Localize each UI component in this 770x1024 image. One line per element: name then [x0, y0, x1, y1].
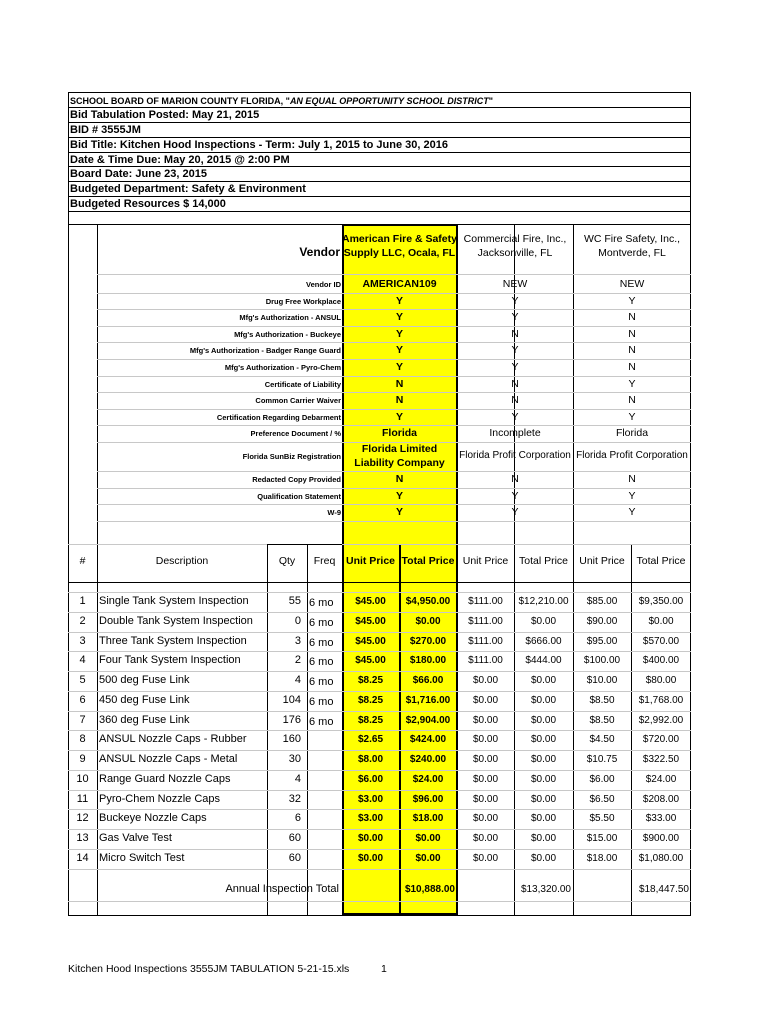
- item-qty: 2: [294, 654, 301, 667]
- item-total-price: $400.00: [642, 655, 680, 667]
- item-unit-price: $5.50: [589, 813, 615, 825]
- item-unit-price: $45.00: [355, 655, 386, 667]
- header-bottom-line: [68, 582, 691, 583]
- item-number: 6: [79, 693, 86, 706]
- criteria-value: N: [628, 311, 636, 324]
- item-description: Pyro-Chem Nozzle Caps: [99, 792, 221, 805]
- due-date: Date & Time Due: May 20, 2015 @ 2:00 PM: [70, 154, 290, 166]
- item-qty: 60: [288, 832, 301, 844]
- item-qty: 30: [288, 753, 301, 765]
- bid-number: BID # 3555JM: [70, 124, 141, 136]
- item-total-price: $80.00: [645, 675, 677, 686]
- item-description: Four Tank System Inspection: [99, 654, 241, 667]
- criteria-value: N: [511, 394, 519, 407]
- sheet-bottom-border: [68, 915, 691, 916]
- grid-line: [68, 612, 691, 613]
- item-total-price: $0.00: [530, 714, 557, 726]
- criteria-value: N: [511, 327, 519, 340]
- grid-line: [68, 770, 691, 771]
- column-header-unit: Unit Price: [579, 555, 625, 567]
- criteria-value: Y: [395, 410, 403, 423]
- annual-total-value: $18,447.50: [638, 884, 689, 895]
- item-qty: 0: [294, 614, 301, 627]
- criteria-value: N: [628, 344, 636, 357]
- criteria-value: NEW: [619, 278, 645, 290]
- item-number: 3: [79, 634, 86, 647]
- item-total-price: $424.00: [409, 734, 447, 746]
- item-total-price: $0.00: [530, 813, 557, 825]
- column-header-total: Total Price: [636, 555, 686, 567]
- budget-resources: Budgeted Resources $ 14,000: [70, 198, 226, 210]
- sunbiz-vendor1-line2: Liability Company: [354, 457, 445, 469]
- item-total-price: $1,080.00: [638, 852, 684, 864]
- item-qty: 60: [288, 851, 301, 864]
- board-date: Board Date: June 23, 2015: [70, 168, 207, 180]
- vendor-name-line2: Jacksonville, FL: [477, 247, 553, 259]
- item-unit-price: $2.65: [357, 734, 384, 746]
- item-number: 9: [79, 753, 86, 765]
- item-number: 1: [79, 595, 86, 607]
- criteria-value: Y: [511, 344, 519, 357]
- column-header-total: Total Price: [401, 555, 455, 567]
- grid-line: [68, 790, 691, 791]
- item-description: Three Tank System Inspection: [99, 634, 247, 647]
- item-total-price: $2,992.00: [638, 714, 684, 726]
- criteria-value: N: [395, 377, 404, 390]
- criteria-value: Y: [511, 361, 519, 373]
- item-total-price: $0.00: [415, 833, 441, 844]
- sunbiz-vendor1-line1: Florida Limited: [361, 443, 438, 455]
- item-qty: 160: [282, 733, 301, 746]
- item-total-price: $66.00: [412, 675, 444, 686]
- item-unit-price: $18.00: [586, 852, 618, 864]
- item-unit-price: $6.00: [357, 773, 384, 785]
- item-unit-price: $0.00: [472, 833, 499, 844]
- item-unit-price: $10.75: [586, 754, 618, 765]
- item-unit-price: $111.00: [468, 615, 503, 627]
- item-total-price: $1,716.00: [405, 694, 451, 706]
- item-total-price: $0.00: [530, 675, 557, 686]
- item-unit-price: $8.00: [357, 754, 384, 765]
- item-description: ANSUL Nozzle Caps - Rubber: [99, 733, 247, 746]
- item-freq: 6 mo: [309, 636, 334, 649]
- item-unit-price: $111.00: [468, 596, 503, 607]
- criteria-value: N: [511, 473, 519, 485]
- item-freq: 6 mo: [309, 656, 334, 669]
- item-number: 5: [79, 674, 86, 686]
- item-total-price: $208.00: [642, 793, 680, 805]
- criteria-label: Mfg's Authorization - ANSUL: [239, 313, 341, 323]
- item-unit-price: $3.00: [357, 813, 384, 825]
- item-unit-price: $95.00: [586, 635, 618, 647]
- criteria-value: Y: [628, 410, 636, 423]
- item-total-price: $270.00: [409, 635, 447, 647]
- item-total-price: $18.00: [412, 813, 444, 825]
- criteria-value: Y: [395, 506, 403, 519]
- criteria-value: N: [395, 473, 404, 485]
- footer-page-number: 1: [381, 963, 387, 975]
- item-unit-price: $111.00: [468, 635, 503, 647]
- item-unit-price: $0.00: [472, 694, 499, 706]
- item-total-price: $0.00: [530, 833, 557, 844]
- sunbiz-vendor2: Florida Profit Corporation: [459, 450, 571, 461]
- district-quote: ": [488, 96, 494, 106]
- grid-line: [68, 901, 691, 902]
- item-freq: 6 mo: [309, 597, 334, 609]
- item-total-price: $0.00: [530, 734, 557, 746]
- item-unit-price: $0.00: [472, 734, 499, 746]
- grid-line: [97, 471, 691, 472]
- item-description: 450 deg Fuse Link: [99, 693, 190, 706]
- item-description: Double Tank System Inspection: [99, 614, 253, 627]
- criteria-label: Mfg's Authorization - Pyro-Chem: [224, 363, 341, 372]
- criteria-value: Y: [628, 377, 636, 390]
- item-unit-price: $8.50: [589, 714, 615, 726]
- item-unit-price: $15.00: [586, 833, 618, 844]
- criteria-value: Y: [511, 311, 519, 324]
- header-row-line: [68, 211, 691, 212]
- item-unit-price: $0.00: [472, 675, 499, 686]
- criteria-label: Certification Regarding Debarment: [216, 412, 341, 422]
- criteria-value: NEW: [502, 278, 528, 290]
- criteria-value: N: [511, 377, 519, 390]
- header-top-line: [267, 544, 342, 545]
- item-description: Buckeye Nozzle Caps: [99, 812, 207, 825]
- criteria-value: Y: [628, 489, 636, 502]
- grid-line: [68, 750, 691, 751]
- criteria-value: N: [395, 394, 404, 407]
- item-unit-price: $0.00: [472, 714, 499, 726]
- item-number: 12: [76, 812, 89, 825]
- item-unit-price: $111.00: [468, 655, 503, 667]
- sheet-top-border: [68, 92, 691, 93]
- criteria-value: Y: [511, 294, 519, 307]
- item-total-price: $444.00: [525, 655, 562, 667]
- grid-line: [68, 544, 691, 545]
- item-unit-price: $6.50: [589, 793, 615, 805]
- item-total-price: $0.00: [415, 615, 441, 627]
- bid-title: Bid Title: Kitchen Hood Inspections - Term: July 1, 2015 to June 30, 2016: [70, 139, 448, 151]
- item-total-price: $12,210.00: [518, 596, 569, 607]
- header-row-line: [68, 107, 691, 108]
- item-total-price: $0.00: [530, 754, 557, 765]
- item-total-price: $24.00: [412, 773, 444, 785]
- item-total-price: $96.00: [412, 793, 444, 805]
- item-qty: 3: [294, 634, 301, 647]
- item-total-price: $0.00: [530, 773, 557, 785]
- sunbiz-vendor3: Florida Profit Corporation: [576, 450, 688, 461]
- item-unit-price: $100.00: [583, 655, 621, 667]
- item-freq: 6 mo: [309, 695, 334, 708]
- column-header-unit: Unit Price: [462, 555, 509, 567]
- item-unit-price: $90.00: [586, 615, 618, 627]
- item-total-price: $180.00: [409, 655, 447, 667]
- grid-line: [68, 592, 691, 593]
- item-qty: 4: [294, 772, 301, 785]
- item-total-price: $0.00: [415, 852, 441, 864]
- vendor-name-line1: Commercial Fire, Inc.,: [463, 233, 567, 245]
- criteria-label: Common Carrier Waiver: [255, 396, 341, 406]
- item-unit-price: $45.00: [355, 596, 386, 607]
- grid-line: [97, 392, 691, 393]
- item-unit-price: $10.00: [586, 675, 618, 686]
- column-header-desc: Description: [155, 555, 209, 567]
- item-unit-price: $8.25: [357, 675, 384, 686]
- criteria-label: Drug Free Workplace: [265, 296, 341, 306]
- criteria-label: Mfg's Authorization - Buckeye: [234, 329, 341, 339]
- item-unit-price: $6.00: [589, 773, 615, 785]
- column-line: [97, 224, 98, 915]
- column-header-total: Total Price: [518, 555, 569, 567]
- item-number: 11: [76, 792, 89, 805]
- criteria-label: Mfg's Authorization - Badger Range Guard: [189, 346, 341, 356]
- criteria-value: N: [628, 394, 636, 407]
- criteria-value: Y: [395, 294, 403, 307]
- district-name: SCHOOL BOARD OF MARION COUNTY FLORIDA, ": [70, 96, 290, 106]
- item-total-price: $322.50: [642, 754, 680, 765]
- header-row-line: [68, 137, 691, 138]
- criteria-value: Florida: [381, 427, 417, 440]
- item-unit-price: $0.00: [357, 833, 384, 844]
- grid-line: [68, 671, 691, 672]
- criteria-value: Y: [395, 344, 403, 357]
- item-qty: 104: [282, 693, 301, 706]
- item-number: 4: [79, 654, 86, 667]
- criteria-value: Florida: [615, 427, 649, 440]
- header-row-line: [68, 181, 691, 182]
- criteria-value: Incomplete: [489, 427, 541, 440]
- item-description: 360 deg Fuse Link: [99, 713, 190, 726]
- item-total-price: $900.00: [642, 833, 680, 844]
- item-description: 500 deg Fuse Link: [99, 674, 190, 686]
- item-unit-price: $45.00: [355, 635, 386, 647]
- annual-total-label: Annual Inspection Total: [225, 883, 339, 895]
- grid-line: [68, 809, 691, 810]
- annual-total-value: $10,888.00: [404, 884, 455, 895]
- column-header-unit: Unit Price: [345, 555, 395, 567]
- criteria-value: Y: [511, 410, 519, 423]
- item-freq: 6 mo: [309, 676, 334, 688]
- grid-line: [68, 632, 691, 633]
- vendor-name-line1: American Fire & Safety: [342, 233, 457, 245]
- item-number: 10: [76, 772, 89, 785]
- criteria-value: Y: [395, 327, 403, 340]
- item-freq: 6 mo: [309, 616, 334, 629]
- criteria-value: N: [628, 361, 636, 373]
- item-number: 8: [79, 733, 86, 746]
- vendor-name-line2: Montverde, FL: [598, 247, 666, 259]
- grid-line: [68, 869, 691, 870]
- budget-department: Budgeted Department: Safety & Environment: [70, 183, 306, 195]
- grid-line: [97, 521, 691, 522]
- item-total-price: $24.00: [645, 773, 677, 785]
- grid-line: [68, 730, 691, 731]
- item-unit-price: $0.00: [472, 773, 499, 785]
- grid-line: [68, 849, 691, 850]
- criteria-label: Vendor ID: [305, 280, 341, 289]
- criteria-value: Y: [395, 311, 403, 324]
- grid-line: [97, 504, 691, 505]
- criteria-value: Y: [628, 506, 636, 519]
- grid-line: [97, 342, 691, 343]
- criteria-label: W-9: [327, 508, 341, 518]
- vendor-name-line2: Supply LLC, Ocala, FL: [343, 247, 456, 259]
- item-unit-price: $0.00: [472, 793, 499, 805]
- item-description: Micro Switch Test: [99, 851, 185, 864]
- item-total-price: $0.00: [648, 615, 674, 627]
- item-unit-price: $0.00: [472, 813, 499, 825]
- criteria-value: Y: [395, 489, 403, 502]
- item-description: Single Tank System Inspection: [99, 595, 249, 607]
- item-total-price: $9,350.00: [638, 596, 684, 607]
- column-header-freq: Freq: [313, 555, 336, 567]
- item-description: Gas Valve Test: [99, 832, 172, 844]
- criteria-value: N: [628, 473, 636, 485]
- item-unit-price: $4.50: [589, 734, 615, 746]
- item-unit-price: $85.00: [586, 596, 618, 607]
- grid-line: [97, 309, 691, 310]
- vendor-row-label: Vendor: [299, 245, 340, 259]
- item-number: 7: [79, 713, 86, 726]
- item-total-price: $1,768.00: [638, 694, 684, 706]
- grid-line: [97, 274, 691, 275]
- criteria-label: Qualification Statement: [257, 491, 341, 501]
- item-unit-price: $8.25: [357, 714, 384, 726]
- item-number: 14: [76, 851, 89, 864]
- item-unit-price: $45.00: [355, 615, 386, 627]
- header-row-line: [68, 152, 691, 153]
- item-total-price: $720.00: [642, 734, 680, 746]
- header-row-line: [68, 122, 691, 123]
- item-qty: 32: [288, 792, 301, 805]
- item-qty: 176: [282, 713, 301, 726]
- item-unit-price: $8.25: [357, 694, 384, 706]
- posted-date: Bid Tabulation Posted: May 21, 2015: [70, 109, 260, 121]
- criteria-value: Y: [395, 361, 403, 373]
- item-total-price: $4,950.00: [405, 596, 451, 607]
- header-row-line: [68, 166, 691, 167]
- item-total-price: $0.00: [530, 793, 557, 805]
- item-unit-price: $3.00: [357, 793, 384, 805]
- item-unit-price: $0.00: [472, 754, 499, 765]
- item-total-price: $2,904.00: [405, 714, 451, 726]
- criteria-value: AMERICAN109: [362, 278, 437, 290]
- item-description: Range Guard Nozzle Caps: [99, 772, 231, 785]
- criteria-value: N: [628, 327, 636, 340]
- grid-line: [68, 711, 691, 712]
- item-number: 13: [76, 832, 89, 844]
- grid-line: [68, 829, 691, 830]
- grid-line: [68, 651, 691, 652]
- header-row-line: [68, 196, 691, 197]
- criteria-label: Certificate of Liability: [264, 379, 341, 389]
- item-qty: 6: [294, 812, 301, 825]
- item-total-price: $33.00: [645, 813, 677, 825]
- criteria-value: Y: [511, 489, 519, 502]
- grid-line: [97, 425, 691, 426]
- item-total-price: $570.00: [642, 635, 680, 647]
- item-unit-price: $0.00: [357, 852, 384, 864]
- item-freq: 6 mo: [309, 715, 334, 728]
- item-total-price: $0.00: [530, 615, 557, 627]
- item-qty: 55: [288, 595, 301, 607]
- item-description: ANSUL Nozzle Caps - Metal: [99, 753, 238, 765]
- annual-total-value: $13,320.00: [520, 884, 571, 895]
- column-header-qty: Qty: [278, 555, 296, 567]
- header-row-line: [68, 224, 691, 225]
- district-motto: AN EQUAL OPPORTUNITY SCHOOL DISTRICT: [289, 96, 489, 106]
- footer-filename: Kitchen Hood Inspections 3555JM TABULATION 5-21-15.xls: [68, 963, 350, 975]
- item-unit-price: $8.50: [589, 694, 615, 706]
- item-unit-price: $0.00: [472, 852, 499, 864]
- item-total-price: $240.00: [409, 754, 447, 765]
- item-total-price: $666.00: [525, 635, 562, 647]
- grid-line: [68, 691, 691, 692]
- tabulation-sheet: [68, 92, 691, 915]
- column-header-num: #: [79, 555, 86, 567]
- criteria-value: Y: [511, 506, 519, 519]
- criteria-value: Y: [628, 294, 636, 307]
- item-number: 2: [79, 614, 86, 627]
- item-total-price: $0.00: [530, 694, 557, 706]
- sunbiz-label: Florida SunBiz Registration: [242, 452, 341, 461]
- item-total-price: $0.00: [530, 852, 557, 864]
- criteria-label: Preference Document / %: [250, 429, 341, 439]
- criteria-label: Redacted Copy Provided: [252, 475, 341, 484]
- grid-line: [97, 359, 691, 360]
- vendor-name-line1: WC Fire Safety, Inc.,: [583, 233, 681, 245]
- item-qty: 4: [294, 674, 301, 686]
